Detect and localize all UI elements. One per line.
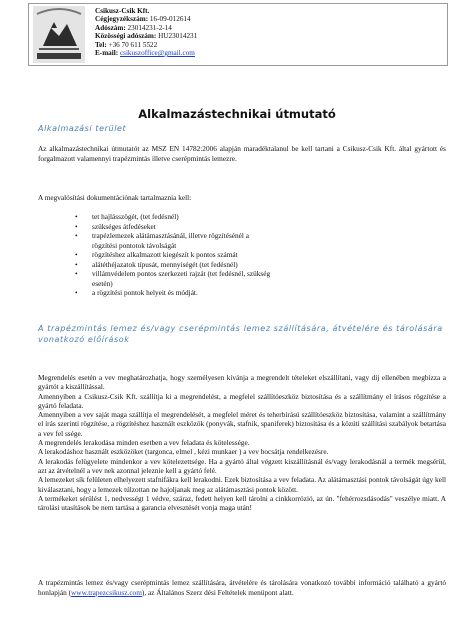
bullet-icon: • — [75, 269, 78, 278]
list-intro: A megvalósítási dokumentációnak tartalmaznia kell: — [38, 193, 192, 202]
bullet-icon: • — [75, 212, 78, 221]
list-item: • rögzítéshez alkalmazott kiegészít k pontos számát — [75, 250, 238, 259]
reg-label: Cégjegyzékszám: — [95, 15, 149, 24]
body-paragraph: A lemezeket sík felületen elhelyezett stafnifákra kell lerakodni. Ezek biztosítása a vev feladata. Az alátámasztási pontok távolságát úgy kell kiválasztani, hogy a lemezek túlzottan ne hajoljanak meg az alátámasztási pontok között. — [38, 475, 446, 494]
intro-paragraph: Az alkalmazástechnikai útmutatót az MSZ EN 14782:2006 alapján maradéktalanul be kell tartani a Csikusz-Csik Kft. által gyártott és forgalmazott valamennyi trapézmintás illetve cserépmintás lemezre. — [38, 144, 446, 163]
letterhead — [28, 3, 448, 66]
section-heading-scope: Alkalmazási terület — [38, 124, 127, 133]
company-name: Csikusz-Csik Kft. — [95, 7, 150, 15]
email-link[interactable]: csikuszoffice@gmail.com — [119, 49, 195, 58]
document-title: Alkalmazástechnikai útmutató — [138, 107, 336, 121]
tax-label: Adószám: — [95, 23, 126, 32]
list-item: • tet hajlásszögét, (tet fedésnél) — [75, 212, 179, 221]
company-logo — [33, 6, 85, 63]
body-paragraph: A lerakodás felügyelete mindenkor a vev kötelezettsége. Ha a gyártó által végzett kiszállításnál és/vagy lerakodásnál a termék megsérül, azt az átvételnél a vev nek azonnal jeleznie kell a gyártó felé. — [38, 456, 446, 475]
closing-paragraph: A trapézmintás lemez és/vagy cserépmintás lemez szállítására, átvételére és tárolására vonatkozó további információ található a gyártó honlapján (www.trapezcsikusz.com), az Általános Szerz dési Feltételek menüpont alatt. — [38, 578, 446, 597]
body-paragraph: Amennyiben a Csikusz-Csik Kft. szállítja ki a megrendelést, a megfelel szállítóeszköz biztosítása és a szállítmány el írásos rögzítése a gyártó feladata. — [38, 391, 446, 410]
tax-value: 23014231-2-14 — [127, 23, 172, 32]
list-item: • a rögzítési pontok helyeit és módját. — [75, 288, 198, 297]
bullet-icon: • — [75, 221, 78, 231]
bullet-icon: • — [75, 250, 78, 259]
bullet-icon: • — [75, 259, 78, 269]
tel-label: Tel: — [95, 40, 107, 49]
company-info — [95, 7, 197, 57]
body-paragraph: A megrendelés lerakodása minden esetben a vev feladata és kötelessége. — [38, 438, 250, 448]
list-item-continuation: rögzítési pontotok távolságát — [92, 240, 177, 250]
list-item-continuation: esetén) — [92, 278, 113, 288]
eu-tax-value: HU23014231 — [158, 32, 198, 41]
list-item: • villámvédelem pontos szerkezeti rajzát (tet fedésnél, szükség — [75, 269, 271, 278]
list-item: • trapézlemezek alátámasztásánál, illetve rögzítésénél a — [75, 231, 249, 240]
list-item: • alátéthéjazatok típusát, mennyiségét (tet fedésnél) — [75, 259, 238, 269]
eu-tax-label: Közösségi adószám: — [95, 32, 157, 41]
website-link[interactable]: www.trapezcsikusz.com — [71, 587, 142, 597]
body-paragraph: A lerakodáshoz használt eszközöket (targonca, elmel , kézi munkaer ) a vev bocsátja rendelkezésre. — [38, 447, 329, 457]
section-heading-transport: A trapézmintás lemez és/vagy cserépmintás lemez szállítására, átvételére és tárolására vonatkozó előírások — [38, 324, 443, 344]
logo-graphic — [33, 6, 85, 63]
transport-body — [38, 373, 446, 512]
reg-value: 16-09-012614 — [149, 15, 191, 24]
bullet-icon: • — [75, 231, 78, 240]
bullet-icon: • — [75, 288, 78, 297]
body-paragraph: Amennyiben a vev saját maga szállítja el megrendelését, a megfelel méret és teherbírású szállítóeszköz biztosítása, valamint a szállítmány el írás szerinti rögzítése, a rögzítéshez használt eszközök (ponyvák, stafnik, spaniferek) biztosítása és a közúti szállítási szabályok betartása a vev fel ssége. — [38, 410, 446, 438]
body-paragraph: A termékeket sérülést 1, nedvességt 1 védve, száraz, fedett helyen kell tárolni a cinkkorrózió, az ún. "fehérrozsdásodás" veszélye miatt. A tárolási utasítások be nem tartása a garancia elvesztését vonja maga után! — [38, 493, 446, 513]
list-item: • szükséges átfedéseket — [75, 221, 156, 231]
body-paragraph: Megrendelés esetén a vev meghatározhatja, hogy személyesen kívánja a megrendelt tételeket elszállítani, vagy díj ellenében megbízza a gyártót a kiszállítással. — [38, 373, 446, 392]
email-label: E-mail: — [95, 49, 119, 58]
requirements-list — [75, 212, 382, 298]
tel-value: +36 70 611 5522 — [108, 40, 158, 49]
